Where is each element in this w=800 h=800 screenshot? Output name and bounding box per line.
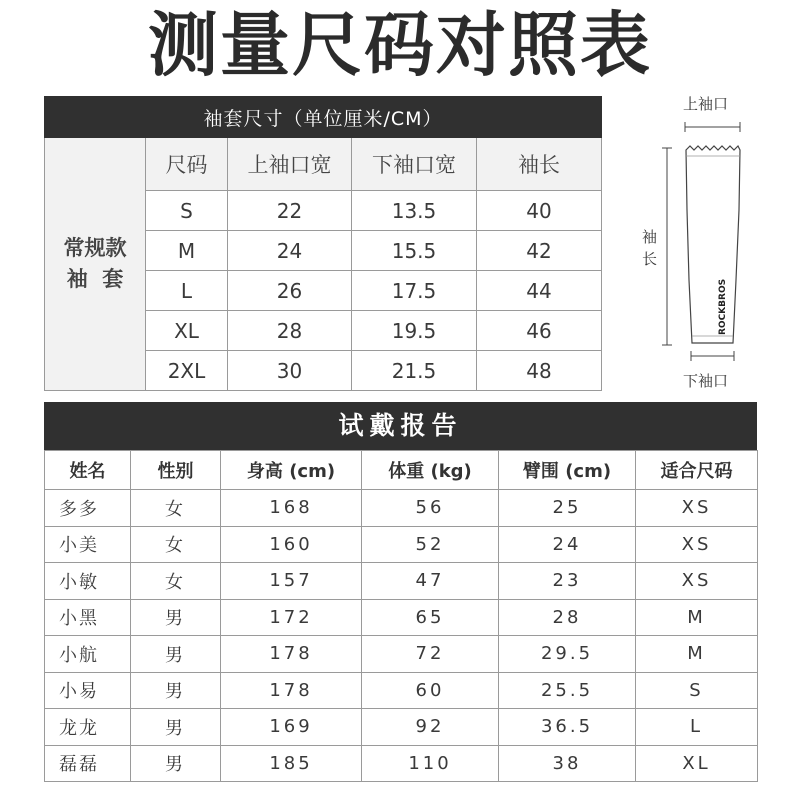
fit-size-cell: XL <box>636 745 758 782</box>
table-row <box>45 490 758 527</box>
weight-cell: 52 <box>362 526 499 563</box>
height-cell: 160 <box>221 526 362 563</box>
column-header-top-cuff: 上袖口宽 <box>228 138 352 191</box>
bottom-cuff-cell: 13.5 <box>352 191 477 231</box>
brand-logo: ROCKBROS <box>718 278 728 335</box>
top-cuff-cell: 28 <box>228 311 352 351</box>
name-cell: 小航 <box>45 636 131 673</box>
column-header-sleeve-length: 袖长 <box>477 138 602 191</box>
gender-cell: 女 <box>131 490 221 527</box>
arm-cell: 24 <box>499 526 636 563</box>
bottom-cuff-label: 下袖口 <box>683 372 729 390</box>
table-row <box>45 709 758 746</box>
sleeve-size-table <box>44 96 602 391</box>
weight-cell: 72 <box>362 636 499 673</box>
bottom-cuff-cell: 15.5 <box>352 231 477 271</box>
category-label-line1: 常规款 <box>63 236 127 260</box>
arm-cell: 29.5 <box>499 636 636 673</box>
length-cell: 44 <box>477 271 602 311</box>
name-cell: 小易 <box>45 672 131 709</box>
length-label-1: 袖 <box>642 228 658 246</box>
table-row <box>45 636 758 673</box>
report-title: 试戴报告 <box>44 402 757 450</box>
gender-cell: 女 <box>131 563 221 600</box>
column-header-bottom-cuff: 下袖口宽 <box>352 138 477 191</box>
gender-cell: 男 <box>131 672 221 709</box>
weight-cell: 92 <box>362 709 499 746</box>
table-row <box>45 599 758 636</box>
column-header-size: 尺码 <box>146 138 228 191</box>
fit-size-cell: XS <box>636 526 758 563</box>
weight-cell: 110 <box>362 745 499 782</box>
size-cell: 2XL <box>146 351 228 391</box>
arm-cell: 38 <box>499 745 636 782</box>
fit-size-cell: XS <box>636 563 758 600</box>
size-cell: XL <box>146 311 228 351</box>
table-row <box>45 526 758 563</box>
height-cell: 178 <box>221 636 362 673</box>
gender-cell: 男 <box>131 636 221 673</box>
name-cell: 小敏 <box>45 563 131 600</box>
height-cell: 172 <box>221 599 362 636</box>
category-label <box>45 138 146 391</box>
fit-size-cell: XS <box>636 490 758 527</box>
name-cell: 磊磊 <box>45 745 131 782</box>
arm-cell: 25.5 <box>499 672 636 709</box>
gender-cell: 男 <box>131 745 221 782</box>
size-cell: S <box>146 191 228 231</box>
fit-size-cell: M <box>636 636 758 673</box>
column-header-gender: 性别 <box>131 451 221 490</box>
column-header-fit-size: 适合尺码 <box>636 451 758 490</box>
length-label-2: 长 <box>642 250 658 268</box>
name-cell: 小美 <box>45 526 131 563</box>
top-cuff-cell: 30 <box>228 351 352 391</box>
length-cell: 46 <box>477 311 602 351</box>
page-title: 测量尺码对照表 <box>148 4 652 86</box>
length-cell: 42 <box>477 231 602 271</box>
weight-cell: 65 <box>362 599 499 636</box>
size-cell: M <box>146 231 228 271</box>
category-label-line2: 袖 套 <box>66 267 124 291</box>
weight-cell: 47 <box>362 563 499 600</box>
arm-cell: 28 <box>499 599 636 636</box>
column-header-weight: 体重 (kg) <box>362 451 499 490</box>
length-cell: 48 <box>477 351 602 391</box>
table-row <box>45 672 758 709</box>
height-cell: 168 <box>221 490 362 527</box>
sleeve-diagram <box>630 90 800 400</box>
weight-cell: 56 <box>362 490 499 527</box>
fit-size-cell: L <box>636 709 758 746</box>
fit-size-cell: S <box>636 672 758 709</box>
column-header-arm: 臂围 (cm) <box>499 451 636 490</box>
height-cell: 178 <box>221 672 362 709</box>
arm-cell: 36.5 <box>499 709 636 746</box>
table-row <box>45 745 758 782</box>
top-cuff-label: 上袖口 <box>683 95 729 113</box>
arm-cell: 23 <box>499 563 636 600</box>
height-cell: 157 <box>221 563 362 600</box>
top-cuff-cell: 22 <box>228 191 352 231</box>
gender-cell: 女 <box>131 526 221 563</box>
bottom-cuff-cell: 19.5 <box>352 311 477 351</box>
column-header-height: 身高 (cm) <box>221 451 362 490</box>
size-cell: L <box>146 271 228 311</box>
height-cell: 169 <box>221 709 362 746</box>
gender-cell: 男 <box>131 709 221 746</box>
name-cell: 小黑 <box>45 599 131 636</box>
weight-cell: 60 <box>362 672 499 709</box>
name-cell: 龙龙 <box>45 709 131 746</box>
top-cuff-cell: 26 <box>228 271 352 311</box>
bottom-cuff-cell: 17.5 <box>352 271 477 311</box>
name-cell: 多多 <box>45 490 131 527</box>
fitting-report-table <box>44 450 758 782</box>
column-header-name: 姓名 <box>45 451 131 490</box>
arm-cell: 25 <box>499 490 636 527</box>
bottom-cuff-cell: 21.5 <box>352 351 477 391</box>
table-row <box>45 563 758 600</box>
fit-size-cell: M <box>636 599 758 636</box>
top-cuff-cell: 24 <box>228 231 352 271</box>
height-cell: 185 <box>221 745 362 782</box>
size-table-header: 袖套尺寸（单位厘米/CM） <box>45 97 602 138</box>
gender-cell: 男 <box>131 599 221 636</box>
length-cell: 40 <box>477 191 602 231</box>
